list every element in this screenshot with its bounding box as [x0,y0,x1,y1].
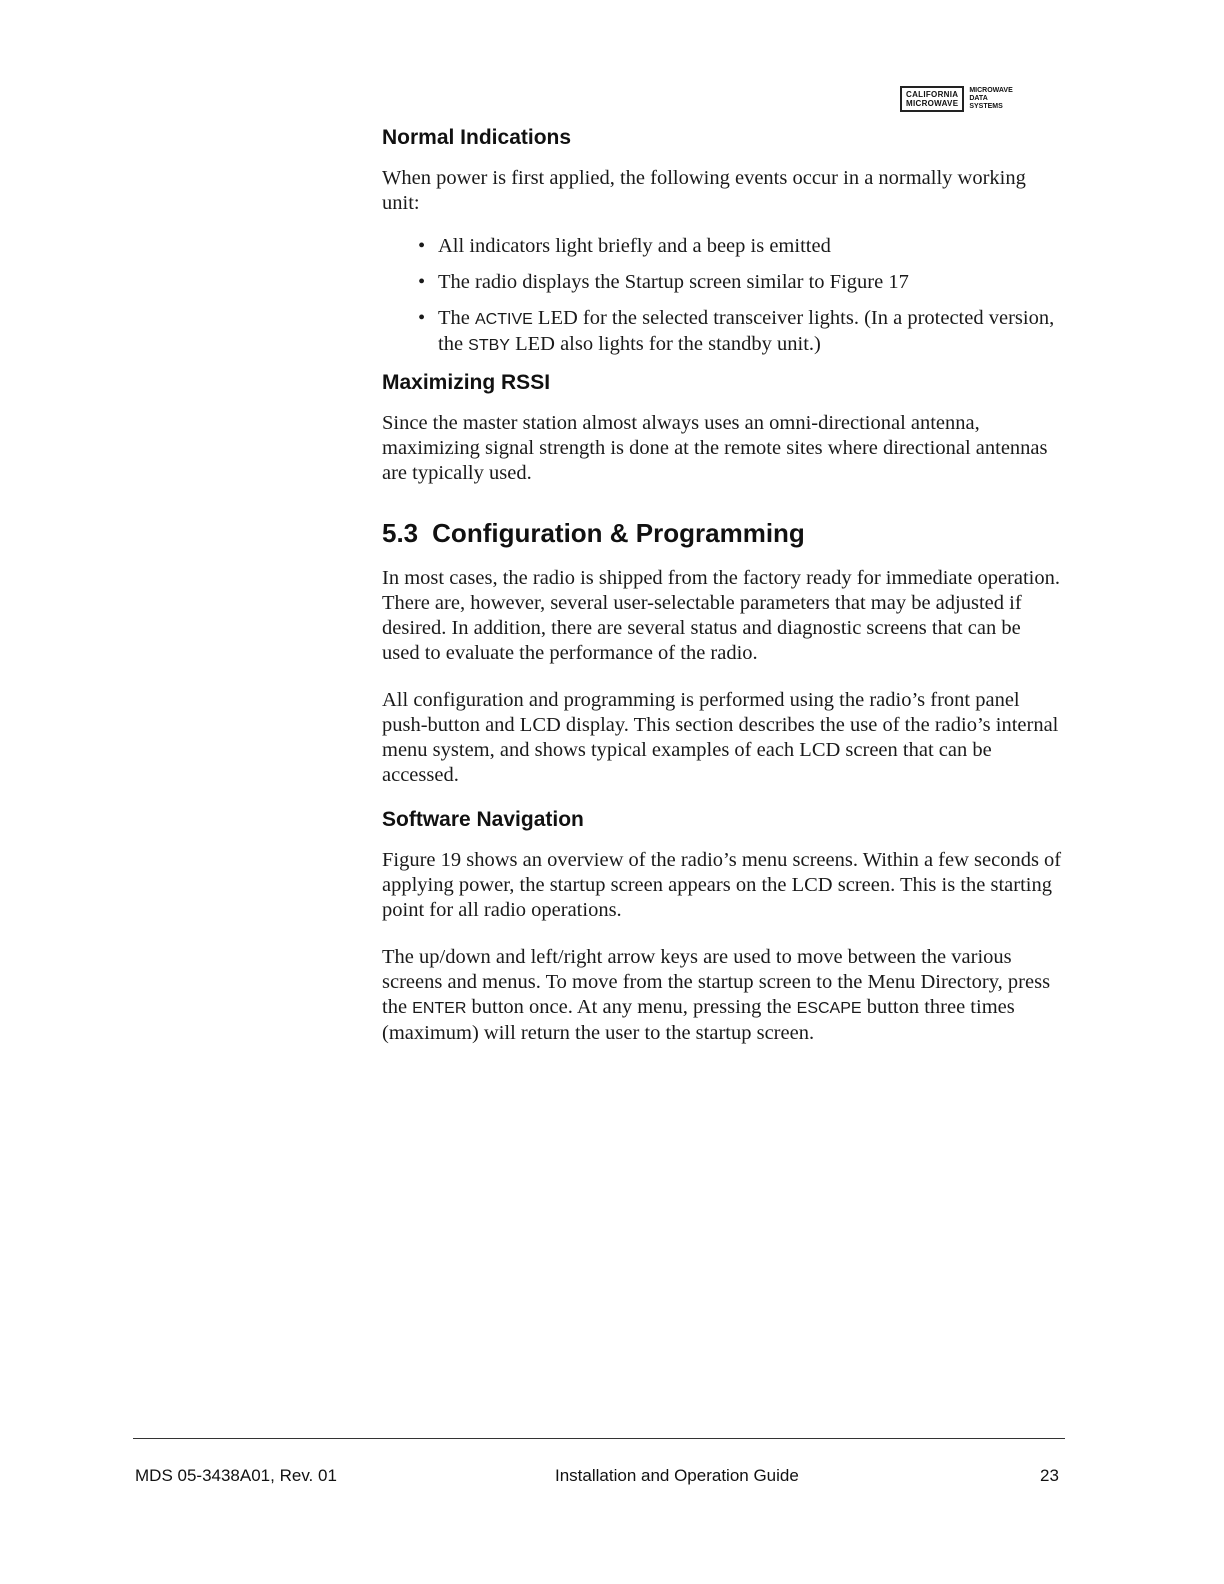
page-content [382,124,1062,1046]
rssi-body: Since the master station almost always uses an omni-directional antenna, maximizing signal strength is done at the remote sites where directional antennas are typically used. [382,412,1048,484]
bullet3-text-c: LED also lights for the standby unit.) [509,333,821,355]
navigation-para1: Figure 19 shows an overview of the radio’s menu screens. Within a few seconds of applying power, the startup screen appears on the LCD screen. This is the starting point for all radio operations. [382,849,1062,921]
section-title: Configuration & Programming [432,518,805,548]
escape-key-label: ESCAPE [796,1000,862,1017]
section-number: 5.3 [382,518,419,548]
footer-rule [133,1438,1065,1439]
bullet3-text-a: The [438,307,475,329]
logo-word-systems: SYSTEMS [969,103,1003,110]
logo-words [969,87,1012,111]
logo-word-data: DATA [969,95,988,102]
footer-doc-id: MDS 05-3438A01, Rev. 01 [135,1466,337,1485]
bullet-item: • All indicators light briefly and a beep is emitted [438,234,1062,259]
nav-para2-b: button once. At any menu, pressing the [466,996,797,1018]
logo-box [900,86,964,112]
footer-title: Installation and Operation Guide [555,1466,799,1485]
bullet-item [438,306,1062,358]
heading-software-navigation: Software Navigation [382,808,584,831]
enter-key-label: ENTER [412,1000,467,1017]
heading-maximizing-rssi: Maximizing RSSI [382,371,551,394]
company-logo [900,86,1013,112]
logo-box-line1: CALIFORNIA [906,90,959,99]
logo-box-line2: MICROWAVE [906,99,959,108]
navigation-para2 [382,945,1062,1046]
section-heading-config [382,516,1062,550]
logo-word-microwave: MICROWAVE [969,87,1013,94]
config-para1: In most cases, the radio is shipped from the factory ready for immediate operation. There are, however, several user-selectable parameters that may be adjusted if desired. In addition, there are several status and diagnostic screens that can be used to evaluate the performance of the radio. [382,567,1060,664]
heading-normal-indications: Normal Indications [382,126,572,149]
bullet3-text-b: LED for the selected transceiver lights. (In a protected version, the [438,307,1055,355]
nav-para2-a: The up/down and left/right arrow keys are used to move between the various screens and menus. To move from the startup screen to the Menu Directory, press the [382,946,1051,1018]
normal-bullets [382,234,1062,358]
active-led-label: ACTIVE [475,311,533,328]
normal-intro: When power is first applied, the following events occur in a normally working unit: [382,167,1026,214]
config-para2: All configuration and programming is performed using the radio’s front panel push-button and LCD display. This section describes the use of the radio’s internal menu system, and shows typical examples of each LCD screen that can be accessed. [382,689,1059,786]
stby-led-label: STBY [468,337,510,354]
footer-page-number: 23 [1040,1466,1059,1485]
bullet-item: • The radio displays the Startup screen similar to Figure 17 [438,270,1062,295]
nav-para2-c: button three times (maximum) will return the user to the startup screen. [382,996,1015,1044]
